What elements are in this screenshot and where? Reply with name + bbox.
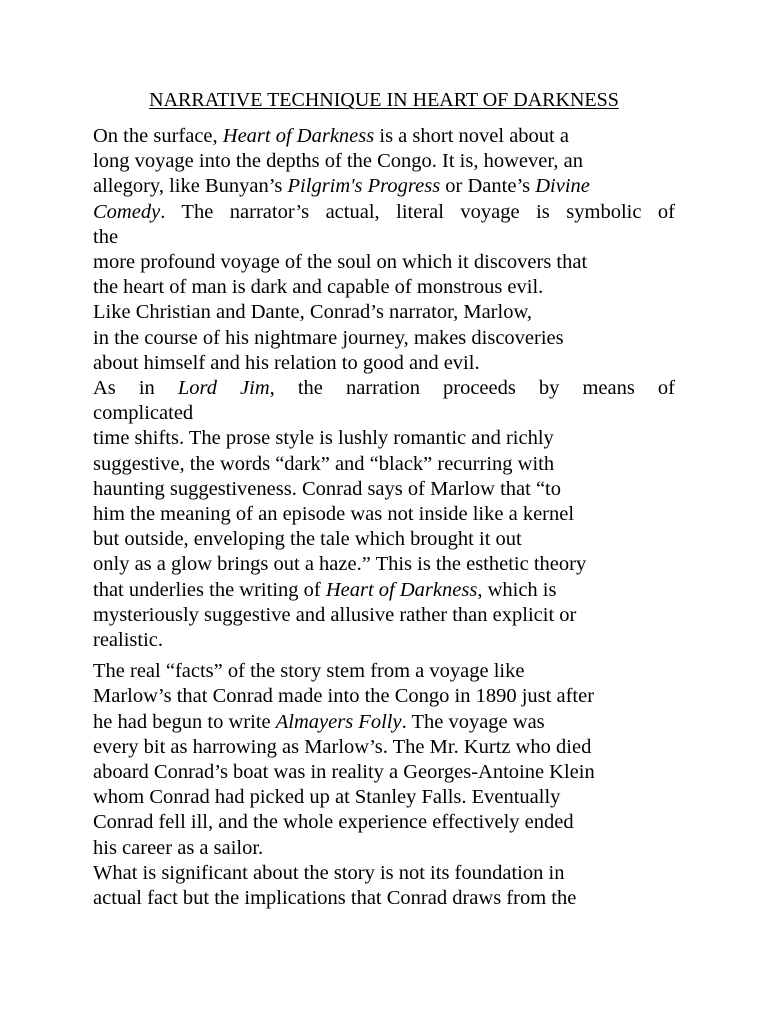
italic-text: Heart of Darkness <box>325 578 478 601</box>
text-line <box>93 174 675 199</box>
text-segment: complicated <box>93 402 194 425</box>
text-segment: , the narration proceeds by means of <box>269 377 676 400</box>
text-line <box>93 810 675 835</box>
body-text <box>93 124 675 911</box>
text-line <box>93 124 675 149</box>
text-segment: allegory, like Bunyan’s <box>93 175 288 198</box>
text-line <box>93 452 675 477</box>
italic-text: Lord Jim <box>177 377 270 400</box>
text-line <box>93 376 675 401</box>
text-segment: or Dante’s <box>440 175 536 198</box>
text-line <box>93 603 675 628</box>
text-segment: long voyage into the depths of the Congo. It is, however, an <box>93 150 583 173</box>
text-line <box>93 684 675 709</box>
text-segment: realistic. <box>93 629 164 652</box>
text-line <box>93 351 675 376</box>
text-line <box>93 552 675 577</box>
text-segment: about himself and his relation to good and evil. <box>93 351 480 374</box>
italic-text: Almayers Folly <box>275 710 402 733</box>
page-title: NARRATIVE TECHNIQUE IN HEART OF DARKNESS <box>149 89 619 111</box>
text-segment: actual fact but the implications that Conrad draws from the <box>93 887 577 910</box>
text-segment: As in <box>93 377 178 400</box>
text-line <box>93 527 675 552</box>
text-segment: that underlies the writing of <box>93 578 326 601</box>
text-line <box>93 710 675 735</box>
text-segment: the <box>93 225 119 248</box>
text-line <box>93 836 675 861</box>
text-line <box>93 659 675 684</box>
text-segment: his career as a sailor. <box>93 836 264 859</box>
text-segment: but outside, enveloping the tale which brought it out <box>93 528 522 551</box>
text-line <box>93 275 675 300</box>
text-segment: more profound voyage of the soul on which it discovers that <box>93 251 588 274</box>
text-segment: What is significant about the story is not its foundation in <box>93 861 565 884</box>
text-segment: . The voyage was <box>401 710 545 733</box>
text-line <box>93 477 675 502</box>
text-segment: in the course of his nightmare journey, makes discoveries <box>93 326 564 349</box>
text-line <box>93 225 675 250</box>
italic-text: Comedy <box>93 200 161 223</box>
text-line <box>93 628 675 653</box>
text-segment: haunting suggestiveness. Conrad says of Marlow that “to <box>93 477 562 500</box>
text-line <box>93 250 675 275</box>
text-line <box>93 861 675 886</box>
text-segment: The real “facts” of the story stem from a voyage like <box>93 660 525 683</box>
text-segment: On the surface, <box>93 125 223 147</box>
text-segment: Conrad fell ill, and the whole experience effectively ended <box>93 811 574 834</box>
text-line <box>93 401 675 426</box>
text-segment: Like Christian and Dante, Conrad’s narrator, Marlow, <box>93 301 533 324</box>
text-segment: Marlow’s that Conrad made into the Congo in 1890 just after <box>93 685 595 708</box>
text-line <box>93 578 675 603</box>
text-line <box>93 785 675 810</box>
text-segment: him the meaning of an episode was not inside like a kernel <box>93 503 575 526</box>
text-segment: whom Conrad had picked up at Stanley Falls. Eventually <box>93 786 561 809</box>
italic-text: Heart of Darkness <box>222 125 375 147</box>
text-segment: the heart of man is dark and capable of monstrous evil. <box>93 276 544 299</box>
text-segment: mysteriously suggestive and allusive rather than explicit or <box>93 603 577 626</box>
text-segment: , which is <box>477 578 557 601</box>
text-segment: is a short novel about a <box>374 125 569 147</box>
text-line <box>93 886 675 911</box>
text-segment: every bit as harrowing as Marlow’s. The Mr. Kurtz who died <box>93 735 592 758</box>
italic-text: Pilgrim's Progress <box>287 175 441 198</box>
text-segment: aboard Conrad’s boat was in reality a Georges-Antoine Klein <box>93 761 595 784</box>
text-line <box>93 326 675 351</box>
text-line <box>93 760 675 785</box>
text-segment: . The narrator’s actual, literal voyage is symbolic of <box>160 200 675 223</box>
text-line <box>93 200 675 225</box>
text-segment: he had begun to write <box>93 710 276 733</box>
text-segment: time shifts. The prose style is lushly romantic and richly <box>93 427 554 450</box>
text-line <box>93 300 675 325</box>
text-line <box>93 735 675 760</box>
italic-text: Divine <box>535 175 590 198</box>
text-line <box>93 426 675 451</box>
text-line <box>93 149 675 174</box>
text-segment: only as a glow brings out a haze.” This is the esthetic theory <box>93 553 587 576</box>
text-line <box>93 502 675 527</box>
text-segment: suggestive, the words “dark” and “black” recurring with <box>93 452 555 475</box>
